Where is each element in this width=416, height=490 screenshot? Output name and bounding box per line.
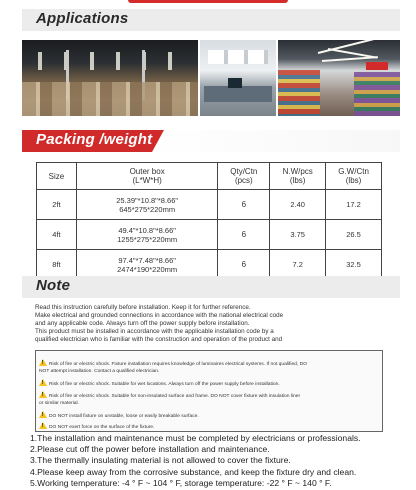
col-gw: G.W/Ctn (lbs) (326, 163, 382, 190)
step-item: 4.Please keep away from the corrosive substance, and keep the fixture dry and clean. (30, 466, 357, 477)
cell-qty: 6 (218, 220, 270, 250)
table-row (37, 220, 382, 250)
packing-table (36, 162, 382, 280)
col-size: Size (37, 163, 77, 190)
table-header-row (37, 163, 382, 190)
cell-gw: 26.5 (326, 220, 382, 250)
table-row (37, 190, 382, 220)
office-photo (200, 40, 276, 116)
packing-title: Packing /weight (36, 131, 153, 148)
cell-gw: 32.5 (326, 250, 382, 280)
applications-header (22, 9, 400, 31)
warning-icon (39, 359, 47, 366)
col-outer-box: Outer box (L*W*H) (76, 163, 218, 190)
cell-nw: 3.75 (270, 220, 326, 250)
note-header (22, 276, 400, 298)
applications-title: Applications (36, 10, 129, 27)
cell-nw: 7.2 (270, 250, 326, 280)
cell-qty: 6 (218, 250, 270, 280)
warning-item: !DO NOT install fixture on unstable, loose or easily breakable surface. (39, 411, 378, 420)
warning-item: !Risk of fire or electric shock. Suitable for non-insulated surface and frame. DO NOT cover fixture with insulation liner (39, 391, 378, 400)
col-nw: N.W/pcs (lbs) (270, 163, 326, 190)
warning-item: !Risk of fire or electric shock. Suitable for wet locations. Always turn off the power supply before installation. (39, 379, 378, 388)
table-row (37, 250, 382, 280)
step-item: 5.Working temperature: -4 ° F ~ 104 ° F, storage temperature: -22 ° F ~ 140 ° F. (30, 477, 332, 488)
step-item: 3.The thermally insulating material is not allowed to cover the fixture. (30, 455, 291, 466)
warning-icon (39, 411, 47, 418)
warning-item: !DO NOT exert force on the surface of the fixture. (39, 422, 378, 431)
applications-photos (22, 40, 400, 116)
supermarket-photo (278, 40, 400, 116)
instruction-steps (30, 433, 410, 489)
warning-icon (39, 379, 47, 386)
warehouse-photo (22, 40, 198, 116)
top-accent-bar (128, 0, 288, 3)
col-qty: Qty/Ctn (pcs) (218, 163, 270, 190)
cell-size: 4ft (37, 220, 77, 250)
cell-qty: 6 (218, 190, 270, 220)
warning-item: !Risk of fire or electric shock. Fixture installation requires knowledge of luminaires electrical systems. If not qualified, DO (39, 359, 378, 368)
cell-box: 25.39"*10.8"*8.66" 645*275*220mm (76, 190, 218, 220)
warning-item-cont: NOT attempt installation. Contact a qualified electrician. (39, 369, 160, 374)
cell-size: 8ft (37, 250, 77, 280)
cell-nw: 2.40 (270, 190, 326, 220)
note-paragraph: Read this instruction carefully before installation. Keep it for further reference. Make electrical and grounded connections in accordance with the national electrical code and any applicable code. Always turn off the power supply before installation. This product must be installed in accordance with the applicable installation code by a qualified electrician who is familiar with the construction and operation of the product and (35, 304, 284, 344)
cell-size: 2ft (37, 190, 77, 220)
note-title: Note (36, 277, 71, 294)
warning-item-cont: or similar material. (39, 401, 79, 406)
step-item: 1.The installation and maintenance must be completed by electricians or professionals. (30, 433, 361, 443)
cell-box: 49.4"*10.8"*8.66" 1255*275*220mm (76, 220, 218, 250)
warning-box (35, 350, 383, 432)
cell-box: 97.4"*7.48"*8.66" 2474*190*220mm (76, 250, 218, 280)
step-item: 2.Please cut off the power before installation and maintenance. (30, 444, 270, 455)
warning-icon (39, 391, 47, 398)
cell-gw: 17.2 (326, 190, 382, 220)
warning-icon (39, 422, 47, 429)
packing-header (22, 130, 400, 152)
